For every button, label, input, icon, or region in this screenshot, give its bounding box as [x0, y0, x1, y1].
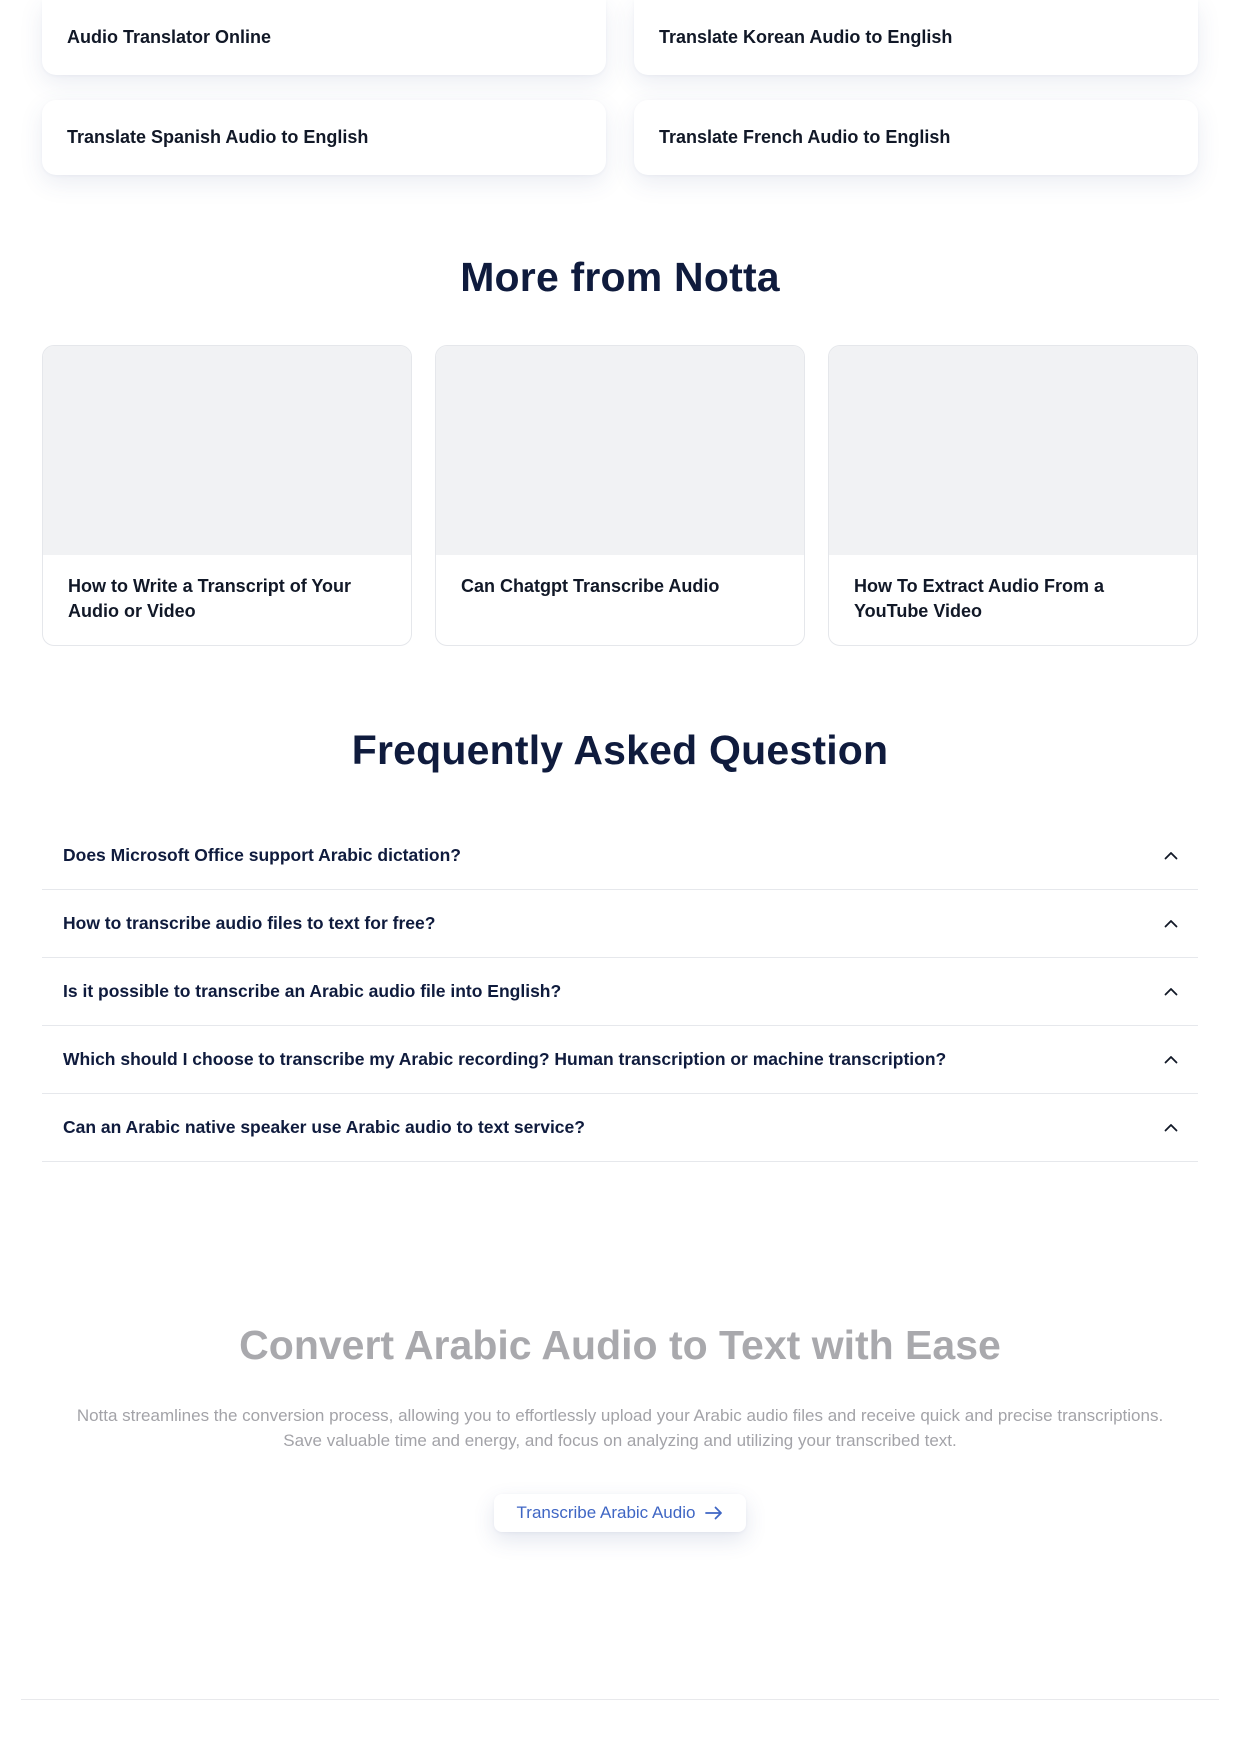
blog-card-title: How To Extract Audio From a YouTube Video — [854, 576, 1105, 621]
related-link-audio-translator[interactable] — [42, 0, 606, 75]
button-label: Transcribe Arabic Audio — [516, 1503, 696, 1522]
cta-description-line: Save valuable time and energy, and focus on analyzing and utilizing your transcribed text. — [283, 1431, 957, 1450]
related-link-spanish[interactable] — [42, 100, 606, 175]
faq-list — [42, 822, 1198, 1162]
blog-thumbnail — [829, 346, 1197, 555]
blog-thumbnail — [43, 346, 411, 555]
blog-card[interactable] — [435, 345, 805, 646]
chevron-up-icon[interactable] — [1164, 849, 1178, 863]
faq-question: How to transcribe audio files to text for free? — [63, 913, 436, 933]
faq-title: Frequently Asked Question — [351, 727, 889, 773]
related-link-french[interactable] — [634, 100, 1198, 175]
chevron-up-icon[interactable] — [1164, 1121, 1178, 1135]
blog-card-grid — [42, 345, 1198, 646]
blog-card[interactable] — [42, 345, 412, 646]
faq-question: Can an Arabic native speaker use Arabic audio to text service? — [63, 1117, 585, 1137]
related-link-label: Translate Spanish Audio to English — [67, 127, 369, 147]
related-link-korean[interactable] — [634, 0, 1198, 75]
arrow-right-icon — [705, 1506, 723, 1520]
blog-card-title: Can Chatgpt Transcribe Audio — [461, 576, 720, 596]
more-section-title: More from Notta — [460, 254, 780, 300]
faq-item[interactable] — [42, 890, 1198, 958]
blog-thumbnail — [436, 346, 804, 555]
chevron-up-icon[interactable] — [1164, 985, 1178, 999]
transcribe-arabic-audio-button[interactable] — [494, 1494, 746, 1532]
faq-question: Which should I choose to transcribe my Arabic recording? Human transcription or machine transcription? — [63, 1049, 947, 1069]
related-links — [42, 0, 1198, 175]
faq-item[interactable] — [42, 822, 1198, 890]
cta-description — [40, 1403, 1200, 1453]
cta-title: Convert Arabic Audio to Text with Ease — [239, 1322, 1001, 1368]
faq-question: Does Microsoft Office support Arabic dictation? — [63, 845, 461, 865]
blog-card[interactable] — [828, 345, 1198, 646]
related-link-label: Audio Translator Online — [67, 27, 272, 47]
chevron-up-icon[interactable] — [1164, 917, 1178, 931]
cta-description-line: Notta streamlines the conversion process, allowing you to effortlessly upload your Arabic audio files and receive quick and precise transcriptions. — [76, 1406, 1164, 1425]
faq-item[interactable] — [42, 958, 1198, 1026]
related-link-label: Translate Korean Audio to English — [659, 27, 953, 47]
related-link-label: Translate French Audio to English — [659, 127, 951, 147]
faq-item[interactable] — [42, 1094, 1198, 1162]
footer-divider — [21, 1699, 1219, 1700]
faq-item[interactable] — [42, 1026, 1198, 1094]
faq-question: Is it possible to transcribe an Arabic audio file into English? — [63, 981, 562, 1001]
blog-card-title: How to Write a Transcript of Your Audio or Video — [68, 576, 352, 621]
chevron-up-icon[interactable] — [1164, 1053, 1178, 1067]
